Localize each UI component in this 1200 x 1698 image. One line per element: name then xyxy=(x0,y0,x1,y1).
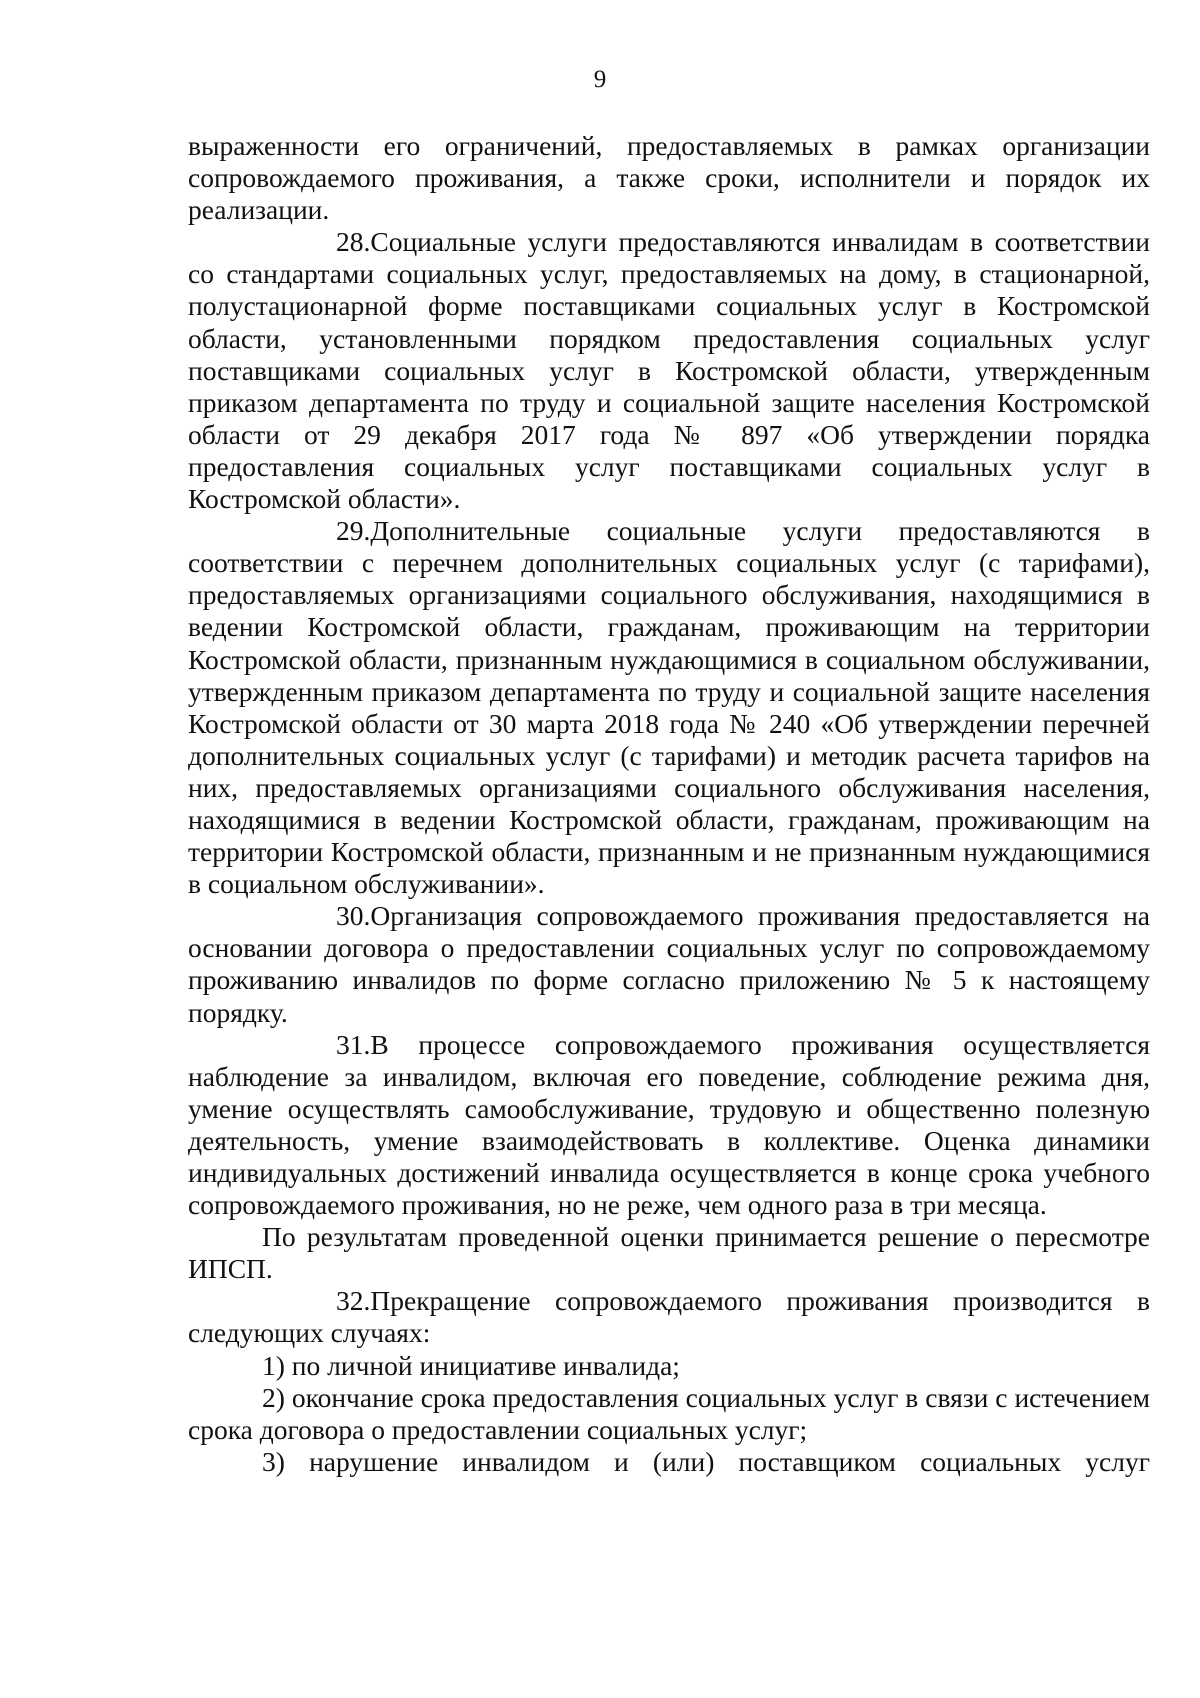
paragraph-number: 29. xyxy=(336,515,371,547)
list-item-text: 3) нарушение инвалидом и (или) поставщиком социальных услуг xyxy=(262,1445,1150,1477)
list-item-text: 1) по личной инициативе инвалида; xyxy=(262,1349,680,1381)
paragraph-text: По результатам проведенной оценки принимается решение о пересмотре ИПСП. xyxy=(188,1221,1150,1285)
paragraph-text: Дополнительные социальные услуги предоставляются в соответствии с перечнем дополнительных социальных услуг (с тарифами), предоставляемых организациями социального обслуживания, находящимися в ведении Костромской области, гражданам, проживающим на территории Костромской области, признанным нуждающимися в социальном обслуживании, утвержденным приказом департамента по труду и социальной защите населения Костромской области от 30 марта 2018 года № 240 «Об утверждении перечней дополнительных социальных услуг (с тарифами) и методик расчета тарифов на них, предоставляемых организациями социального обслуживания населения, находящимися в ведении Костромской области, гражданам, проживающим на территории Костромской области, признанным и не признанным нуждающимися в социальном обслуживании». xyxy=(188,515,1150,900)
paragraph-31 xyxy=(188,1029,1150,1222)
paragraph-number: 28. xyxy=(336,226,371,258)
paragraph-31-result xyxy=(188,1221,1150,1285)
list-item-2 xyxy=(188,1382,1150,1446)
paragraph-continuation xyxy=(188,130,1150,226)
list-item-text: 2) окончание срока предоставления социальных услуг в связи с истечением срока договора о предоставлении социальных услуг; xyxy=(188,1381,1150,1445)
list-item-3 xyxy=(188,1446,1150,1478)
paragraph-text: Организация сопровождаемого проживания предоставляется на основании договора о предоставлении социальных услуг по сопровождаемому проживанию инвалидов по форме согласно приложению № 5 к настоящему порядку. xyxy=(188,900,1150,1028)
paragraph-30 xyxy=(188,900,1150,1028)
paragraph-text: Социальные услуги предоставляются инвалидам в соответствии со стандартами социальных услуг, предоставляемых на дому, в стационарной, полустационарной форме поставщиками социальных услуг в Костромской области, установленными порядком предоставления социальных услуг поставщиками социальных услуг в Костромской области, утвержденным приказом департамента по труду и социальной защите населения Костромской области от 29 декабря 2017 года № 897 «Об утверждении порядка предоставления социальных услуг поставщиками социальных услуг в Костромской области». xyxy=(188,226,1150,515)
paragraph-number: 31. xyxy=(336,1028,371,1060)
document-body xyxy=(188,130,1150,1478)
paragraph-28 xyxy=(188,226,1150,515)
page-number: 9 xyxy=(593,66,607,93)
paragraph-29 xyxy=(188,515,1150,900)
list-item-1 xyxy=(188,1350,1150,1382)
paragraph-number: 32. xyxy=(336,1285,371,1317)
paragraph-number: 30. xyxy=(336,900,371,932)
paragraph-text: выраженности его ограничений, предоставляемых в рамках организации сопровождаемого проживания, а также сроки, исполнители и порядок их реализации. xyxy=(188,130,1150,226)
paragraph-32 xyxy=(188,1285,1150,1349)
paragraph-text: В процессе сопровождаемого проживания осуществляется наблюдение за инвалидом, включая его поведение, соблюдение режима дня, умение осуществлять самообслуживание, трудовую и общественно полезную деятельность, умение взаимодействовать в коллективе. Оценка динамики индивидуальных достижений инвалида осуществляется в конце срока учебного сопровождаемого проживания, но не реже, чем одного раза в три месяца. xyxy=(188,1028,1150,1221)
paragraph-text: Прекращение сопровождаемого проживания производится в следующих случаях: xyxy=(188,1285,1150,1349)
